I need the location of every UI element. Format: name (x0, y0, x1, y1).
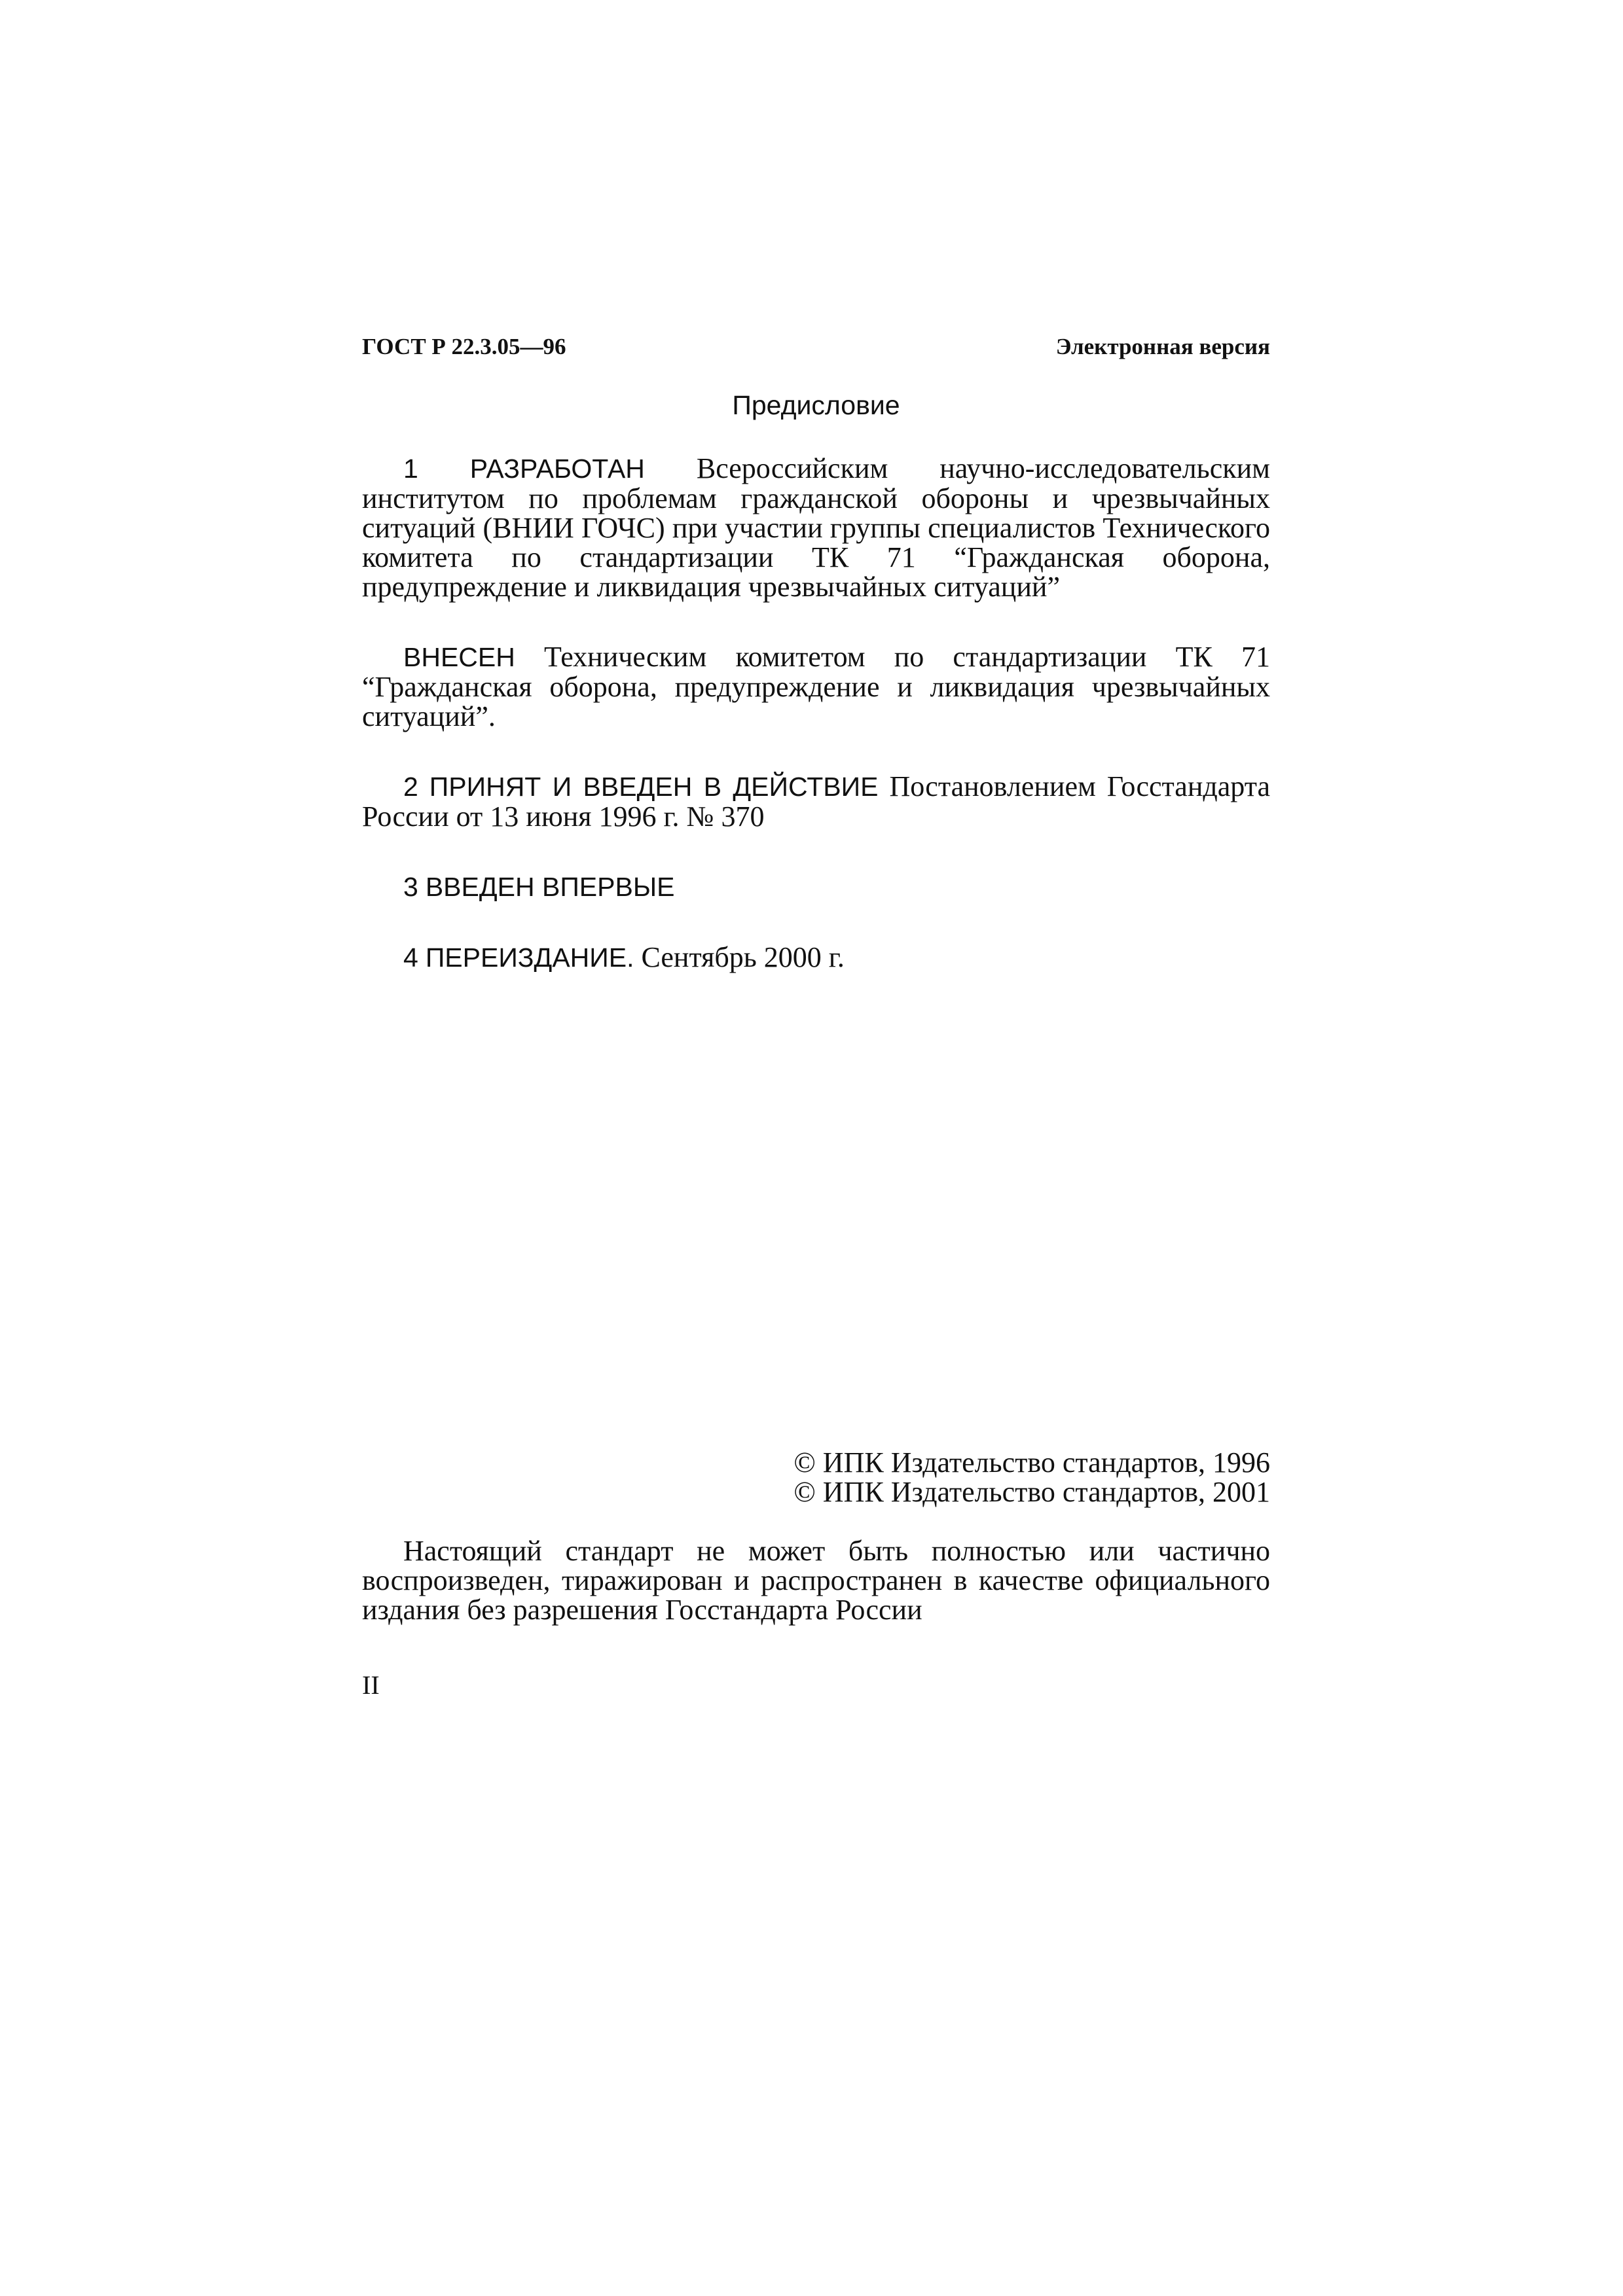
section-1 (362, 454, 1270, 601)
section-4 (362, 942, 1270, 973)
preface-content (362, 454, 1270, 973)
section-1-heading: РАЗРАБОТАН (469, 454, 645, 484)
section-1-number: 1 (403, 454, 418, 484)
section-2 (362, 772, 1270, 831)
section-3-heading: ВВЕДЕН ВПЕРВЫЕ (425, 872, 675, 902)
version-label: Электронная версия (1055, 334, 1270, 359)
section-2-number: 2 (403, 772, 418, 802)
section-4-heading: ПЕРЕИЗДАНИЕ. (425, 942, 634, 973)
page-title: Предисловие (732, 390, 900, 420)
section-1b-text: Техническим комитетом по стандартизации ТК 71 “Гражданская оборона, предупреждение и ликвидация чрезвычайных ситуаций”. (362, 641, 1270, 732)
section-3 (362, 872, 1270, 902)
section-4-text: Сентябрь 2000 г. (641, 941, 845, 973)
copyright-line-1: © ИПК Издательство стандартов, 1996 (793, 1446, 1270, 1479)
copyright-line-2: © ИПК Издательство стандартов, 2001 (793, 1476, 1270, 1508)
section-2-heading: ПРИНЯТ И ВВЕДЕН В ДЕЙСТВИЕ (429, 772, 879, 802)
section-1b (362, 642, 1270, 731)
section-1-text: Всероссийским научно-исследовательским институтом по проблемам гражданской обороны и чрезвычайных ситуаций (ВНИИ ГОЧС) при участии группы специалистов Технического комитета по стандартизации ТК 71 “Гражданская оборона, предупреждение и ликвидация чрезвычайных ситуаций” (362, 452, 1270, 603)
document-code: ГОСТ Р 22.3.05—96 (362, 334, 566, 359)
section-2-text: Постановлением Госстандарта России от 13 июня 1996 г. № 370 (362, 770, 1271, 833)
page-header (362, 331, 1270, 363)
section-4-number: 4 (403, 942, 418, 973)
copyright-block (362, 1448, 1270, 1507)
page-number: II (362, 1670, 380, 1700)
reproduction-notice: Настоящий стандарт не может быть полностью или частично воспроизведен, тиражирован и распространен в качестве официального издания без разрешения Госстандарта России (362, 1535, 1270, 1626)
section-1b-heading: ВНЕСЕН (403, 642, 515, 672)
section-3-number: 3 (403, 872, 418, 902)
